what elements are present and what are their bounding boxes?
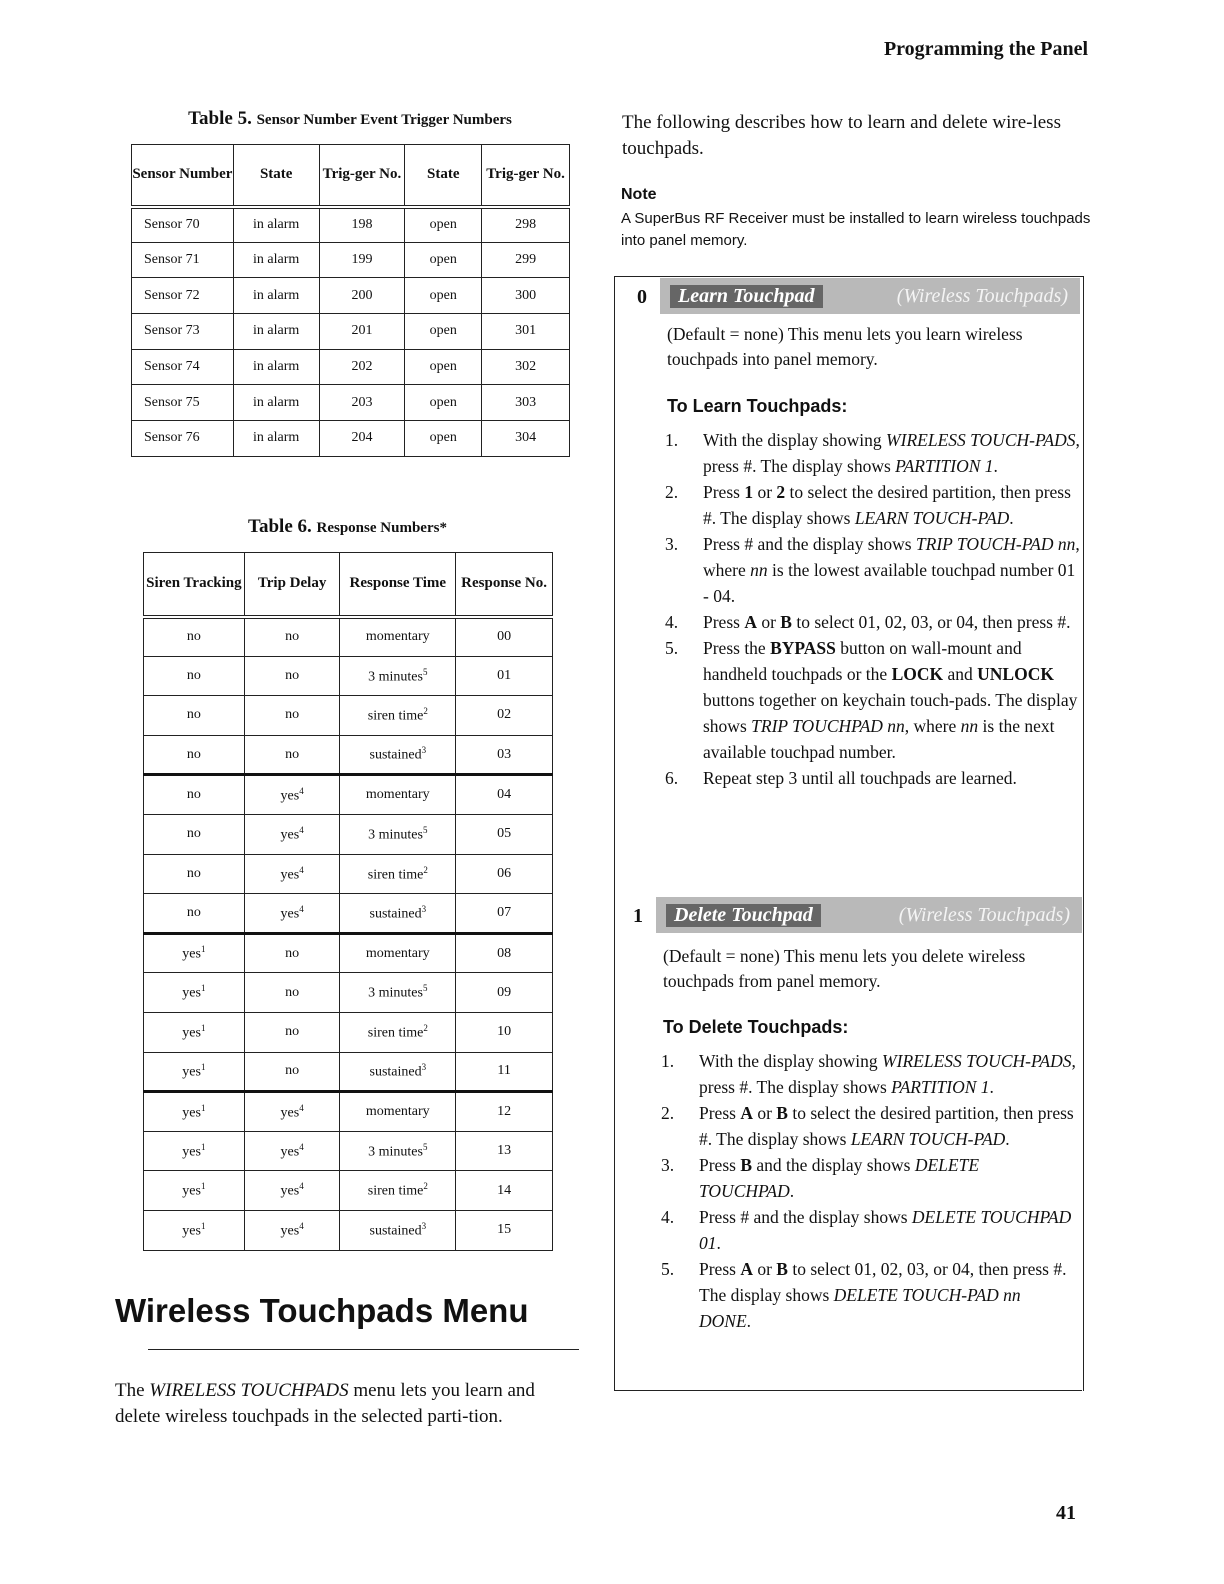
- step-text: Press # and the display shows TRIP TOUCH-PAD nn, where nn is the lowest available touchpad number 01 - 04.: [703, 534, 1080, 606]
- footnote-marker: 1: [200, 1220, 206, 1231]
- menu0-crumb: (Wireless Touchpads): [896, 284, 1068, 307]
- cell-text: yes: [280, 827, 300, 843]
- table-cell: [340, 1052, 456, 1092]
- table-row: [132, 349, 570, 385]
- table-cell: [244, 696, 340, 736]
- table-cell: in alarm: [233, 349, 319, 385]
- table-cell: [144, 1210, 245, 1250]
- cell-text: no: [285, 707, 300, 723]
- table-cell: Sensor 70: [132, 207, 234, 243]
- step-text: Press the BYPASS button on wall-mount and handheld touchpads or the LOCK and UNLOCK buttons together on keychain touch-pads. The display shows TRIP TOUCHPAD nn, where nn is the next available touchpad number.: [703, 638, 1078, 762]
- table-cell: [244, 973, 340, 1013]
- table-cell: [340, 894, 456, 934]
- table-cell: [144, 775, 245, 815]
- section-intro: The WIRELESS TOUCHPADS menu lets you learn and delete wireless touchpads in the selected parti-tion.: [115, 1380, 535, 1427]
- table5-col-sensor-number: Sensor Number: [132, 145, 234, 207]
- table5-col-state: State: [233, 145, 319, 207]
- cell-text: yes: [182, 1183, 201, 1199]
- table-row: [132, 421, 570, 457]
- step-number: 6.: [665, 768, 679, 788]
- cell-text: 3 minutes: [368, 827, 423, 843]
- cell-text: yes: [182, 1105, 201, 1121]
- table-cell: [244, 617, 340, 657]
- table-row: [144, 1052, 553, 1092]
- table-cell: [244, 894, 340, 934]
- table-cell: 09: [456, 973, 553, 1013]
- footnote-marker: 4: [299, 903, 304, 914]
- cell-text: no: [186, 707, 201, 723]
- menu1-heading: To Delete Touchpads:: [663, 1017, 849, 1037]
- menu0-number: 0: [637, 286, 647, 308]
- table-cell: [340, 735, 456, 775]
- menu-box-bottom: [614, 1390, 1082, 1391]
- cell-text: sustained: [369, 747, 422, 763]
- menu0-title-bar: [660, 278, 1080, 314]
- cell-text: yes: [182, 1223, 201, 1239]
- footnote-marker: 5: [422, 1141, 428, 1152]
- cell-text: momentary: [365, 945, 430, 961]
- table-cell: in alarm: [233, 278, 319, 314]
- table6-label: Table 6.: [248, 516, 312, 537]
- footnote-marker: 3: [421, 903, 427, 914]
- menu1-title-bar: [656, 897, 1082, 933]
- cell-text: no: [285, 1063, 300, 1079]
- table-cell: 299: [482, 242, 570, 278]
- table-cell: open: [405, 421, 482, 457]
- table-cell: 301: [482, 314, 570, 350]
- table-cell: 200: [319, 278, 405, 314]
- step-text: Press A or B to select 01, 02, 03, or 04, then press #. The display shows DELETE TOUCH-PAD nn DONE.: [699, 1259, 1067, 1331]
- table-cell: [144, 973, 245, 1013]
- running-header: Programming the Panel: [883, 38, 1088, 60]
- cell-text: 3 minutes: [368, 1144, 423, 1160]
- step-text: Repeat step 3 until all touchpads are learned.: [703, 768, 1017, 788]
- table-cell: [244, 775, 340, 815]
- cell-text: sustained: [369, 1223, 422, 1239]
- step-item: [661, 1256, 1077, 1334]
- table-cell: Sensor 73: [132, 314, 234, 350]
- table-cell: 12: [456, 1092, 553, 1132]
- table-cell: [244, 735, 340, 775]
- table-row: [144, 696, 553, 736]
- table-cell: [144, 1092, 245, 1132]
- step-number: 5.: [661, 1259, 675, 1279]
- step-text: With the display showing WIRELESS TOUCH-PADS, press #. The display shows PARTITION 1.: [699, 1051, 1076, 1097]
- table-row: [144, 933, 553, 973]
- table-cell: [244, 1171, 340, 1211]
- table-row: [144, 775, 553, 815]
- step-item: [665, 609, 1081, 635]
- table-cell: 06: [456, 854, 553, 894]
- table-cell: 300: [482, 278, 570, 314]
- step-item: [661, 1152, 1077, 1204]
- footnote-marker: 2: [423, 1181, 428, 1192]
- table-cell: 198: [319, 207, 405, 243]
- cell-text: no: [285, 1024, 300, 1040]
- table-cell: [340, 973, 456, 1013]
- step-text: Press A or B to select the desired partition, then press #. The display shows LEARN TOUCH-PAD.: [699, 1103, 1074, 1149]
- footnote-marker: 1: [200, 944, 206, 955]
- table5-col-trigger-no: Trig-ger No.: [319, 145, 405, 207]
- cell-text: momentary: [365, 787, 430, 803]
- cell-text: yes: [182, 1025, 201, 1041]
- table-cell: [244, 1131, 340, 1171]
- table-cell: [144, 1012, 245, 1052]
- cell-text: sustained: [369, 1064, 422, 1080]
- section-title: Wireless Touchpads Menu: [115, 1292, 529, 1329]
- step-number: 5.: [665, 638, 679, 658]
- footnote-marker: 2: [423, 706, 428, 717]
- table-cell: 201: [319, 314, 405, 350]
- table-row: [144, 1210, 553, 1250]
- cell-text: yes: [280, 1144, 300, 1160]
- cell-text: siren time: [367, 1183, 424, 1199]
- table-cell: [144, 814, 245, 854]
- table-cell: open: [405, 349, 482, 385]
- menu0-heading: To Learn Touchpads:: [667, 396, 848, 416]
- step-item: [661, 1204, 1077, 1256]
- table-cell: [340, 814, 456, 854]
- step-number: 2.: [665, 482, 679, 502]
- table-cell: [340, 656, 456, 696]
- footnote-marker: 4: [299, 864, 304, 875]
- step-text: Press A or B to select 01, 02, 03, or 04, then press #.: [703, 612, 1071, 632]
- table6-col-response-time: Response Time: [340, 553, 456, 617]
- table-cell: 203: [319, 385, 405, 421]
- table-cell: [340, 854, 456, 894]
- table6-col-response-no: Response No.: [456, 553, 553, 617]
- cell-text: momentary: [365, 1103, 430, 1119]
- table-cell: 204: [319, 421, 405, 457]
- step-item: [661, 1048, 1077, 1100]
- table-cell: open: [405, 207, 482, 243]
- table-cell: 08: [456, 933, 553, 973]
- cell-text: sustained: [369, 906, 422, 922]
- note-heading: Note: [621, 186, 657, 203]
- table-cell: [244, 1012, 340, 1052]
- table-row: [132, 385, 570, 421]
- table-cell: Sensor 71: [132, 242, 234, 278]
- table-row: [144, 656, 553, 696]
- footnote-marker: 1: [200, 1022, 206, 1033]
- table-cell: 07: [456, 894, 553, 934]
- step-number: 3.: [665, 534, 679, 554]
- menu1-number: 1: [633, 905, 643, 927]
- table-cell: [144, 933, 245, 973]
- table-row: [144, 1131, 553, 1171]
- cell-text: yes: [280, 788, 300, 804]
- footnote-marker: 4: [299, 785, 304, 796]
- footnote-marker: 5: [422, 824, 428, 835]
- table-cell: Sensor 75: [132, 385, 234, 421]
- table-cell: 303: [482, 385, 570, 421]
- table6: [143, 552, 553, 1251]
- footnote-marker: 1: [200, 1102, 206, 1113]
- step-item: [665, 427, 1081, 479]
- footnote-marker: 1: [200, 1181, 206, 1192]
- footnote-marker: 3: [421, 1220, 427, 1231]
- table-cell: [340, 775, 456, 815]
- step-item: [661, 1100, 1077, 1152]
- table-row: [144, 973, 553, 1013]
- table-cell: 10: [456, 1012, 553, 1052]
- menu0-title: Learn Touchpad: [670, 285, 823, 308]
- section-rule: [148, 1349, 579, 1350]
- table-cell: 304: [482, 421, 570, 457]
- step-text: Press # and the display shows DELETE TOUCHPAD 01.: [699, 1207, 1072, 1253]
- table-cell: in alarm: [233, 314, 319, 350]
- table6-caption: [142, 516, 553, 538]
- cell-text: yes: [280, 867, 300, 883]
- table-cell: open: [405, 278, 482, 314]
- cell-text: 3 minutes: [368, 985, 423, 1001]
- step-number: 4.: [665, 612, 679, 632]
- table-cell: 14: [456, 1171, 553, 1211]
- table-cell: open: [405, 242, 482, 278]
- footnote-marker: 1: [200, 1141, 206, 1152]
- table5-col-trigger-no: Trig-ger No.: [482, 145, 570, 207]
- table-cell: [244, 1210, 340, 1250]
- table-row: [132, 207, 570, 243]
- table-cell: Sensor 76: [132, 421, 234, 457]
- table-cell: 202: [319, 349, 405, 385]
- cell-text: no: [285, 984, 300, 1000]
- cell-text: momentary: [365, 629, 430, 645]
- table5-header-row: [132, 145, 570, 207]
- table-cell: Sensor 72: [132, 278, 234, 314]
- footnote-marker: 3: [421, 745, 427, 756]
- table-cell: 11: [456, 1052, 553, 1092]
- table-cell: [244, 1092, 340, 1132]
- table-cell: [144, 735, 245, 775]
- table-cell: 03: [456, 735, 553, 775]
- step-number: 1.: [665, 430, 679, 450]
- menu1-crumb: (Wireless Touchpads): [898, 903, 1070, 926]
- table-row: [132, 242, 570, 278]
- table-cell: 199: [319, 242, 405, 278]
- step-text: Press 1 or 2 to select the desired partition, then press #. The display shows LEARN TOUCH-PAD.: [703, 482, 1071, 528]
- cell-text: yes: [280, 1183, 300, 1199]
- menu1-description: (Default = none) This menu lets you delete wireless touchpads from panel memory.: [663, 946, 1026, 991]
- menu1-steps: [661, 1048, 1077, 1334]
- table-cell: in alarm: [233, 242, 319, 278]
- page-number: 41: [1056, 1502, 1076, 1524]
- table-row: [132, 314, 570, 350]
- table-cell: [340, 1092, 456, 1132]
- table-cell: 02: [456, 696, 553, 736]
- table-row: [144, 1092, 553, 1132]
- cell-text: yes: [182, 1144, 201, 1160]
- table-cell: open: [405, 385, 482, 421]
- table-row: [144, 1012, 553, 1052]
- step-number: 2.: [661, 1103, 675, 1123]
- footnote-marker: 1: [200, 1062, 206, 1072]
- cell-text: yes: [182, 985, 201, 1001]
- table5-caption: [130, 108, 570, 130]
- step-text: Press B and the display shows DELETE TOUCHPAD.: [699, 1155, 980, 1201]
- footnote-marker: 3: [421, 1062, 427, 1072]
- table-cell: 05: [456, 814, 553, 854]
- footnote-marker: 5: [422, 666, 428, 677]
- table-row: [144, 735, 553, 775]
- table-cell: [144, 894, 245, 934]
- cell-text: siren time: [367, 708, 424, 724]
- table-cell: [340, 696, 456, 736]
- step-number: 3.: [661, 1155, 675, 1175]
- note-body: A SuperBus RF Receiver must be installed to learn wireless touchpads into panel memory.: [621, 210, 1091, 249]
- cell-text: yes: [280, 906, 300, 922]
- cell-text: siren time: [367, 867, 424, 883]
- cell-text: siren time: [367, 1025, 424, 1041]
- footnote-marker: 4: [299, 1181, 304, 1192]
- table-cell: [244, 814, 340, 854]
- table5-label: Table 5.: [188, 108, 252, 129]
- menu0-steps: [665, 427, 1081, 791]
- step-number: 4.: [661, 1207, 675, 1227]
- table-cell: [340, 933, 456, 973]
- table-cell: in alarm: [233, 421, 319, 457]
- cell-text: no: [285, 629, 300, 645]
- table-cell: [244, 854, 340, 894]
- footnote-marker: 4: [299, 824, 304, 835]
- step-item: [665, 635, 1081, 765]
- table-cell: 00: [456, 617, 553, 657]
- table-cell: [144, 617, 245, 657]
- footnote-marker: 2: [423, 1022, 428, 1033]
- step-item: [665, 479, 1081, 531]
- step-item: [665, 531, 1081, 609]
- table6-caption-text: Response Numbers*: [316, 520, 447, 536]
- table-cell: [244, 1052, 340, 1092]
- table6-header-row: [144, 553, 553, 617]
- table-cell: [244, 656, 340, 696]
- footnote-marker: 4: [299, 1220, 304, 1231]
- table-cell: 04: [456, 775, 553, 815]
- table-row: [144, 617, 553, 657]
- table-cell: open: [405, 314, 482, 350]
- table-cell: in alarm: [233, 385, 319, 421]
- table-row: [132, 278, 570, 314]
- footnote-marker: 1: [200, 983, 206, 994]
- table-cell: [340, 617, 456, 657]
- table-cell: [144, 1171, 245, 1211]
- table-cell: [340, 1131, 456, 1171]
- table-cell: 15: [456, 1210, 553, 1250]
- table-row: [144, 1171, 553, 1211]
- footnote-marker: 4: [299, 1141, 304, 1152]
- table5: [131, 144, 570, 457]
- table6-col-siren-tracking: Siren Tracking: [144, 553, 245, 617]
- cell-text: no: [285, 667, 300, 683]
- table-cell: in alarm: [233, 207, 319, 243]
- table-cell: 13: [456, 1131, 553, 1171]
- table-row: [144, 894, 553, 934]
- footnote-marker: 4: [299, 1102, 304, 1113]
- cell-text: no: [186, 865, 201, 881]
- right-intro: The following describes how to learn and delete wire-less touchpads.: [622, 112, 1061, 159]
- table-cell: 302: [482, 349, 570, 385]
- cell-text: no: [186, 904, 201, 920]
- step-text: With the display showing WIRELESS TOUCH-PADS, press #. The display shows PARTITION 1.: [703, 430, 1080, 476]
- table-cell: [340, 1210, 456, 1250]
- footnote-marker: 2: [423, 864, 428, 875]
- table5-col-state: State: [405, 145, 482, 207]
- cell-text: no: [186, 667, 201, 683]
- table-cell: [144, 854, 245, 894]
- table-cell: [244, 933, 340, 973]
- table-cell: [144, 696, 245, 736]
- footnote-marker: 5: [422, 983, 428, 994]
- table-cell: Sensor 74: [132, 349, 234, 385]
- cell-text: no: [285, 945, 300, 961]
- table6-col-trip-delay: Trip Delay: [244, 553, 340, 617]
- table-cell: [144, 1052, 245, 1092]
- cell-text: no: [186, 826, 201, 842]
- cell-text: 3 minutes: [368, 669, 423, 685]
- cell-text: no: [186, 746, 201, 762]
- table-cell: [144, 1131, 245, 1171]
- table-cell: [340, 1012, 456, 1052]
- table-row: [144, 814, 553, 854]
- step-number: 1.: [661, 1051, 675, 1071]
- cell-text: no: [186, 629, 201, 645]
- menu0-description: (Default = none) This menu lets you learn wireless touchpads into panel memory.: [667, 324, 1023, 369]
- table-cell: [144, 656, 245, 696]
- table5-caption-text: Sensor Number Event Trigger Numbers: [256, 112, 512, 128]
- table-cell: 01: [456, 656, 553, 696]
- cell-text: yes: [182, 946, 201, 962]
- cell-text: yes: [280, 1223, 300, 1239]
- step-item: [665, 765, 1081, 791]
- cell-text: yes: [280, 1105, 300, 1121]
- table-cell: [340, 1171, 456, 1211]
- cell-text: no: [285, 746, 300, 762]
- table-cell: 298: [482, 207, 570, 243]
- table-row: [144, 854, 553, 894]
- cell-text: no: [186, 787, 201, 803]
- menu1-title: Delete Touchpad: [666, 904, 821, 927]
- cell-text: yes: [182, 1064, 201, 1080]
